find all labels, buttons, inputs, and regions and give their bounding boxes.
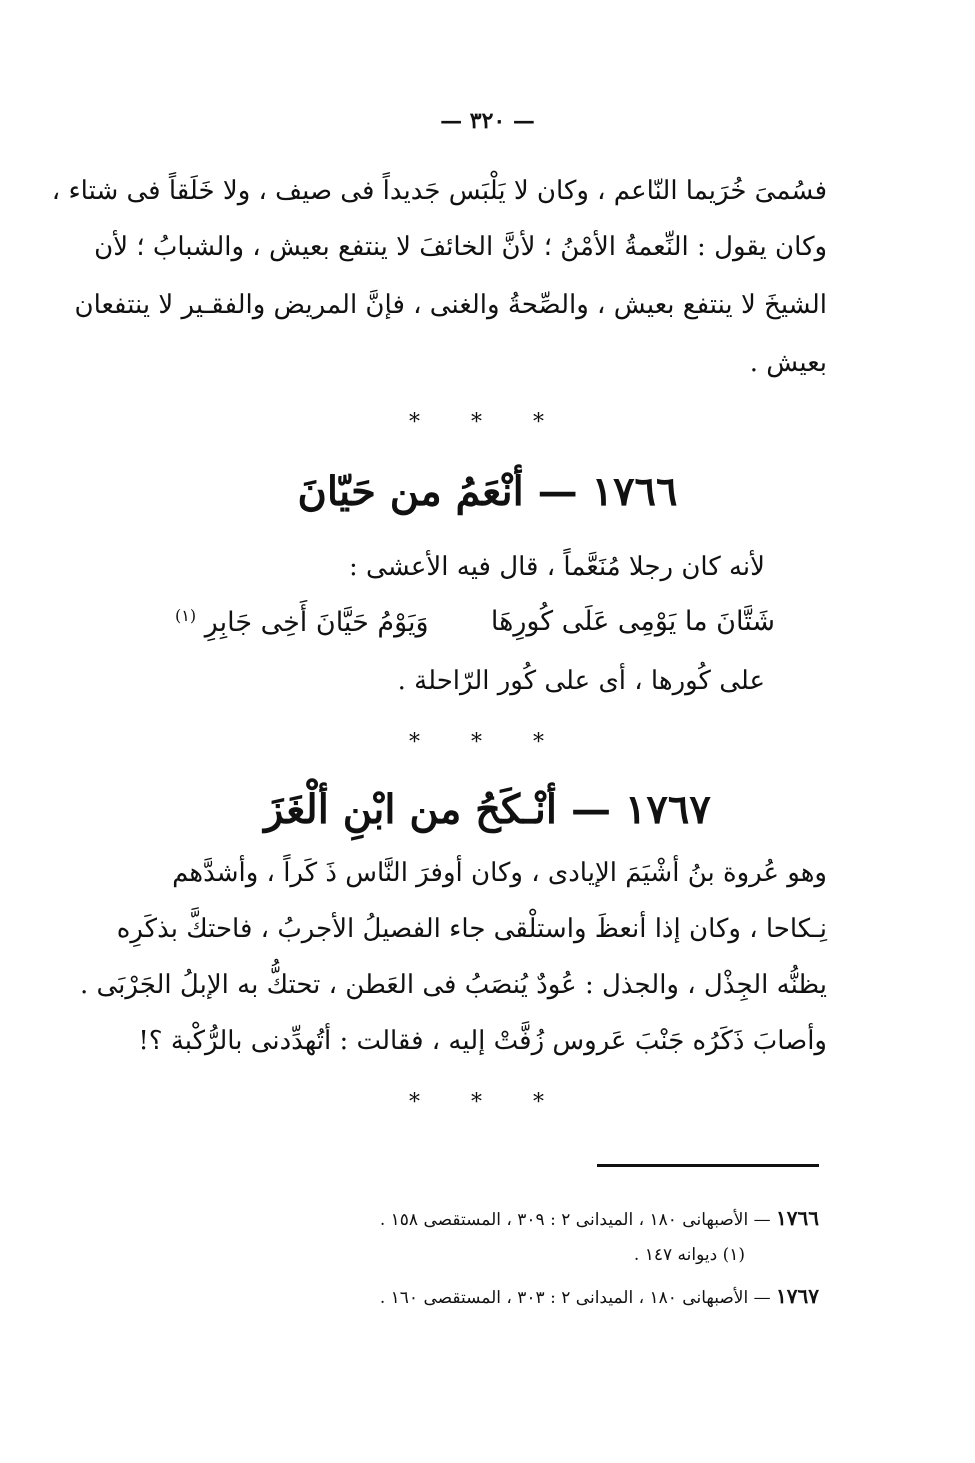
entry-1766-verse bbox=[175, 606, 775, 638]
footnote-1766-text: — الأصبهانى ١٨٠ ، الميدانى ٢ : ٣٠٩ ، المستقصى ١٥٨ . bbox=[379, 1210, 771, 1230]
entry-1767-line-3: يظنُّه الجِذْل ، والجذل : عُودٌ يُنصَبُ فى العَطن ، تحتكُّ به الإبلُ الجَرْبَى . bbox=[79, 970, 827, 1000]
entry-1766-intro: لأنه كان رجلا مُنَعَّماً ، قال فيه الأعشى : bbox=[349, 552, 765, 582]
verse-second-hemistich bbox=[175, 606, 429, 638]
verse-second-text: وَيَوْمُ حَيَّانَ أَخِى جَابِرِ bbox=[204, 607, 429, 638]
footnote-1767 bbox=[259, 1284, 819, 1308]
page-number: — ٣٢٠ — bbox=[440, 108, 535, 134]
intro-line-3: الشيخَ لا ينتفع بعيش ، والصِّحةُ والغنى ، فإنَّ المريض والفقـير لا ينتفعان bbox=[74, 290, 827, 320]
footnote-1767-text: — الأصبهانى ١٨٠ ، الميدانى ٢ : ٣٠٣ ، المستقصى ١٦٠ . bbox=[379, 1288, 771, 1308]
footnote-verse-source: (١) ديوانه ١٤٧ . bbox=[633, 1245, 745, 1265]
footnote-marker: (١) bbox=[175, 606, 197, 625]
intro-line-2: وكان يقول : النِّعمةُ الأمْنُ ؛ لأنَّ الخائفَ لا ينتفع بعيش ، والشبابُ ؛ لأن bbox=[94, 232, 827, 262]
section-separator-3: * * * bbox=[409, 1090, 566, 1115]
intro-line-1: فسُمىَ خُرَيما النّاعم ، وكان لا يَلْبَس جَديداً فى صيف ، ولا خَلَقاً فى شتاء ، bbox=[51, 176, 827, 206]
footnote-1767-number: ١٧٦٧ bbox=[776, 1284, 819, 1308]
section-separator-1: * * * bbox=[409, 410, 566, 435]
verse-first-hemistich: شَتَّانَ ما يَوْمِى عَلَى كُورِهَا bbox=[490, 606, 775, 637]
footnote-rule bbox=[597, 1164, 819, 1167]
entry-1767-line-1: وهو عُروة بنُ أشْيَمَ الإيادى ، وكان أوفرَ النَّاس ذَ كَراً ، وأشدَّهم bbox=[172, 858, 827, 888]
entry-1767-line-4: وأصابَ ذَكَرُه جَنْبَ عَروس زُفَّتْ إليه ، فقالت : أتُهدِّدنى بالرُّكْبة ؟! bbox=[138, 1026, 827, 1056]
entry-1767-heading: ١٧٦٧ — أنْـكَحُ من ابْنِ ألْغَزَ bbox=[264, 786, 711, 833]
intro-line-4: بعيش . bbox=[749, 348, 827, 378]
entry-1766-heading: ١٧٦٦ — أنْعَمُ من حَيّانَ bbox=[297, 468, 678, 515]
entry-1767-line-2: نِـكاحا ، وكان إذا أنعظَ واستلْقى جاء الفصيلُ الأجربُ ، فاحتكَّ بذكَرِه bbox=[116, 914, 827, 944]
entry-1766-gloss: على كُورها ، أى على كُور الرّاحلة . bbox=[397, 666, 765, 696]
section-separator-2: * * * bbox=[409, 730, 566, 755]
footnote-1766-number: ١٧٦٦ bbox=[776, 1206, 819, 1230]
footnote-1766 bbox=[259, 1206, 819, 1230]
